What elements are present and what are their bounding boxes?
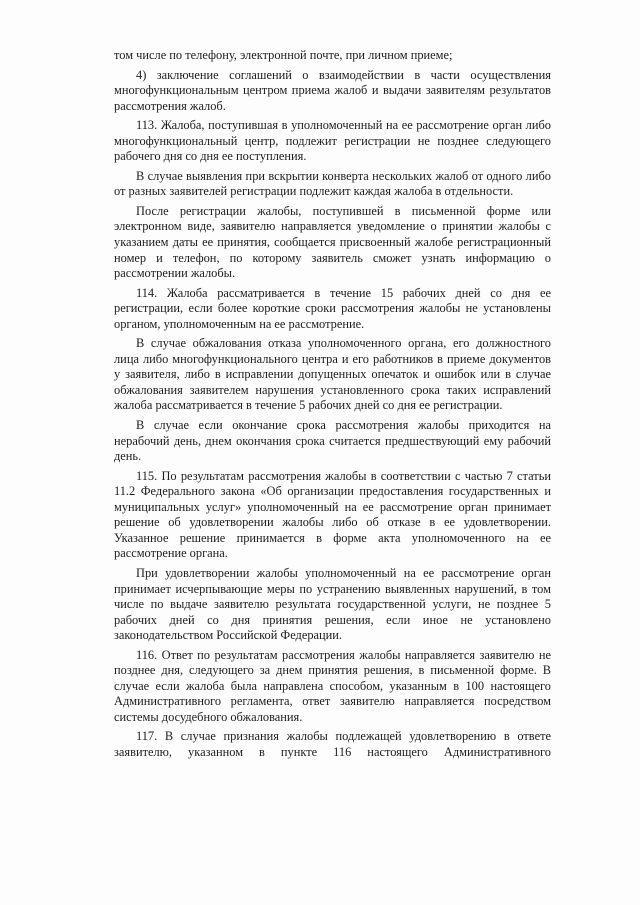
- paragraph-117: 117. В случае признания жалобы подлежащей удовлетворению в ответе заявителю, указанном в пункте 116 настоящего Административного: [114, 729, 551, 759]
- paragraph-satisfaction-measures: При удовлетворении жалобы уполномоченный на ее рассмотрение орган принимает исчерпывающие меры по устранению выявленных нарушений, в том числе по выдаче заявителю результата государственной услуги, не позднее 5 рабочих дней со дня принятия решения, если иное не установлено законодательством Российской Федерации.: [114, 565, 551, 643]
- paragraph-114: 114. Жалоба рассматривается в течение 15 рабочих дней со дня ее регистрации, если более короткие сроки рассмотрения жалобы не установлены органом, уполномоченным на ее рассмотрение.: [114, 285, 551, 331]
- document-body: [114, 48, 551, 761]
- paragraph-continuation: том числе по телефону, электронной почте, при личном приеме;: [114, 48, 453, 62]
- paragraph-113: 113. Жалоба, поступившая в уполномоченный на ее рассмотрение орган либо многофункциональный центр, подлежит регистрации не позднее следующего рабочего дня со дня ее поступления.: [114, 118, 551, 164]
- paragraph-multiple-complaints: В случае выявления при вскрытии конверта нескольких жалоб от одного либо от разных заявителей регистрации подлежит каждая жалоба в отдельности.: [114, 168, 551, 199]
- paragraph-refusal-appeal: В случае обжалования отказа уполномоченного органа, его должностного лица либо многофункционального центра и его работников в приеме документов у заявителя, либо в исправлении допущенных опечаток и ошибок или в случае обжалования заявителем нарушения установленного срока таких исправлений жалоба рассматривается в течение 5 рабочих дней со дня ее регистрации.: [114, 336, 551, 413]
- paragraph-nonworking-day: В случае если окончание срока рассмотрения жалобы приходится на нерабочий день, днем окончания срока считается предшествующий ему рабочий день.: [114, 418, 551, 464]
- paragraph-116: 116. Ответ по результатам рассмотрения жалобы направляется заявителю не позднее дня, следующего за днем принятия решения, в письменной форме. В случае если жалоба была направлена способом, указанным в 100 настоящего Административного регламента, ответ заявителю направляется посредством системы досудебного обжалования.: [114, 647, 551, 724]
- paragraph-item-4: 4) заключение соглашений о взаимодействии в части осуществления многофункциональным центром приема жалоб и выдачи заявителям результатов рассмотрения жалоб.: [114, 67, 551, 113]
- paragraph-115: 115. По результатам рассмотрения жалобы в соответствии с частью 7 статьи 11.2 Федерального закона «Об организации предоставления государственных и муниципальных услуг» уполномоченный на ее рассмотрение орган принимает решение об удовлетворении жалобы либо об отказе в ее удовлетворении. Указанное решение принимается в форме акта уполномоченного на ее рассмотрение органа.: [114, 468, 551, 561]
- paragraph-registration-notice: После регистрации жалобы, поступившей в письменной форме или электронном виде, заявителю направляется уведомление о принятии жалобы с указанием даты ее принятия, сообщается присвоенный жалобе регистрационный номер и телефон, по которому заявитель сможет узнать информацию о рассмотрении жалобы.: [114, 203, 551, 281]
